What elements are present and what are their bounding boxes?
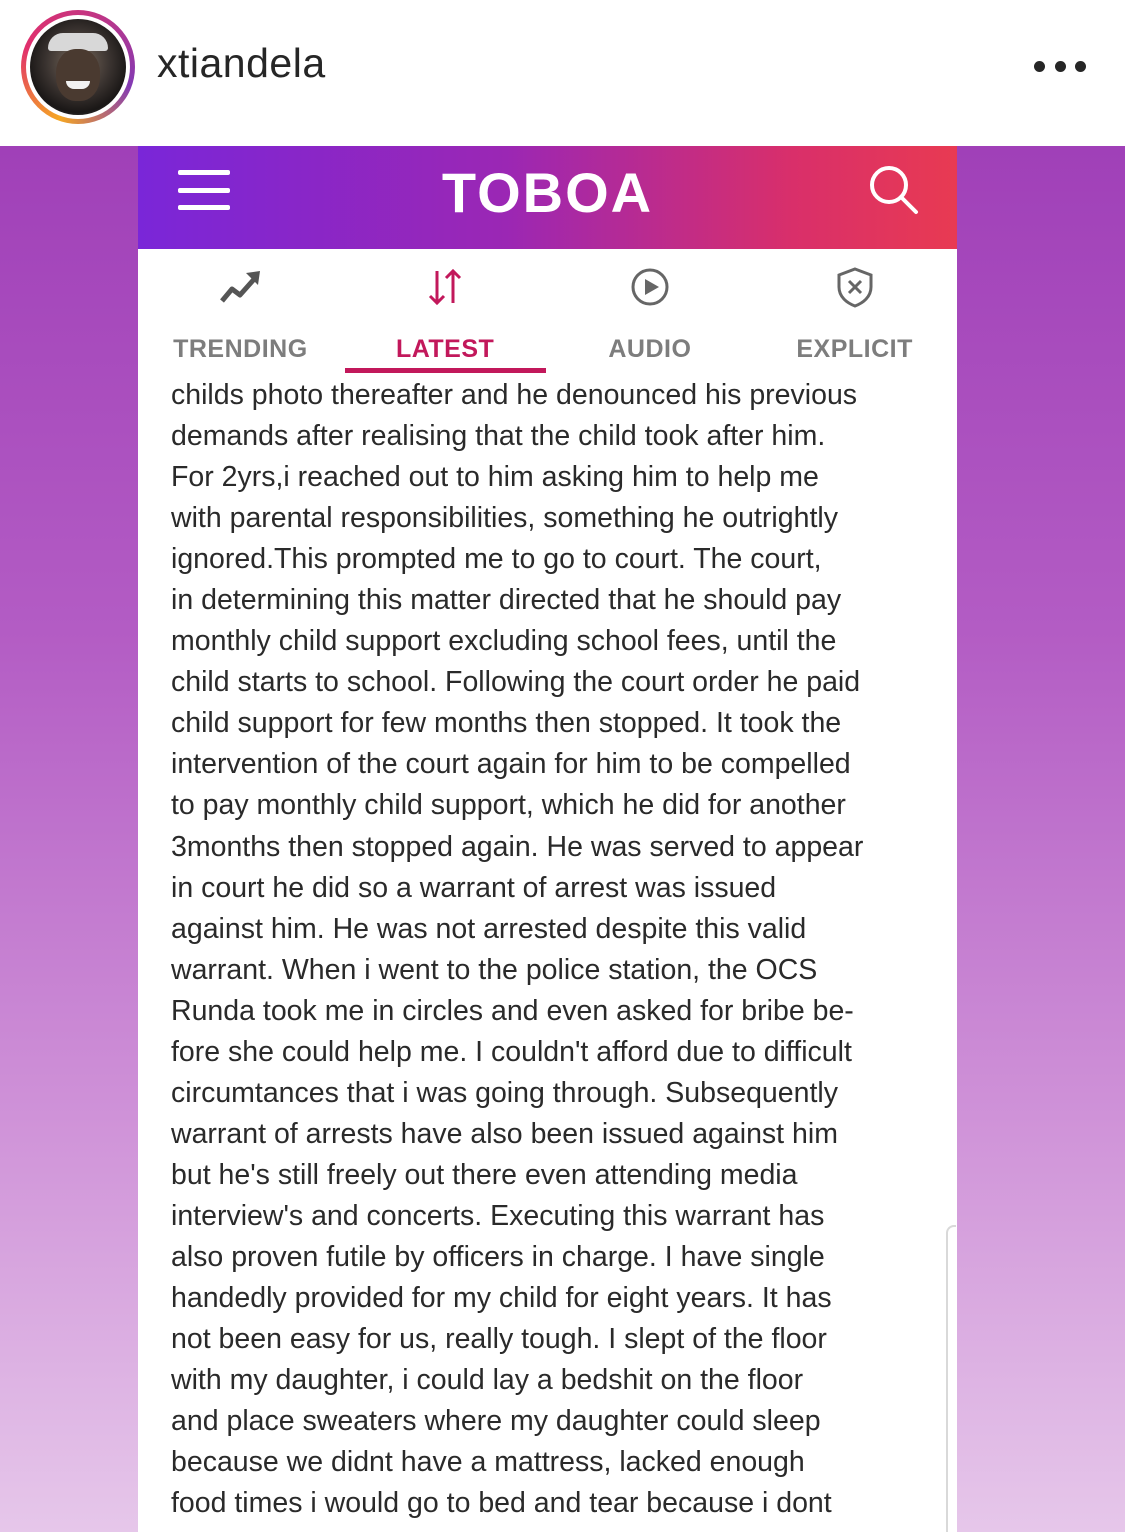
- search-icon[interactable]: [866, 162, 920, 216]
- tab-trending[interactable]: [138, 249, 343, 373]
- play-circle-icon: [628, 265, 672, 309]
- tab-audio[interactable]: [548, 249, 753, 373]
- article-line: also proven futile by officers in charge. I have single: [171, 1240, 825, 1273]
- article-line: in determining this matter directed that he should pay: [171, 584, 842, 617]
- shield-x-icon: [833, 265, 877, 309]
- article-content[interactable]: [138, 373, 957, 1532]
- article-line: 3months then stopped again. He was served to appear: [171, 830, 864, 863]
- article-line: with parental responsibilities, something he outrightly: [171, 502, 838, 535]
- tabs-bar: [138, 249, 957, 373]
- app-bar: [138, 146, 957, 249]
- tab-label: LATEST: [395, 335, 495, 363]
- tab-latest[interactable]: [343, 249, 548, 373]
- more-dots-icon[interactable]: [1034, 58, 1086, 74]
- article-line: childs photo thereafter and he denounced his previous: [171, 379, 858, 411]
- article-line: with my daughter, i could lay a bedshit on the floor: [171, 1364, 804, 1397]
- article-text: [171, 375, 941, 1524]
- article-line: ignored.This prompted me to go to court. The court,: [171, 543, 822, 576]
- dot: [1034, 61, 1045, 72]
- brand-logo[interactable]: TOBOA: [441, 161, 654, 224]
- article-line: to pay monthly child support, which he did for another: [171, 789, 846, 822]
- article-line: in court he did so a warrant of arrest was issued: [171, 871, 777, 904]
- tab-explicit[interactable]: [752, 249, 957, 373]
- story-ring[interactable]: [21, 10, 135, 124]
- article-line: child support for few months then stopped. It took the: [171, 707, 842, 740]
- article-line: demands after realising that the child took after him.: [171, 420, 826, 453]
- tab-label: AUDIO: [608, 335, 692, 363]
- dot: [1075, 61, 1086, 72]
- article-line: warrant of arrests have also been issued against him: [171, 1117, 838, 1150]
- article-line: circumtances that i was going through. Subsequently: [171, 1076, 838, 1109]
- sort-arrows-icon: [423, 265, 467, 309]
- scrollbar[interactable]: [946, 1225, 956, 1532]
- article-line: Runda took me in circles and even asked for bribe be-: [171, 994, 854, 1027]
- article-line: fore she could help me. I couldn't afford due to difficult: [171, 1035, 852, 1068]
- username[interactable]: xtiandela: [157, 40, 326, 86]
- article-line: because we didnt have a mattress, lacked enough: [171, 1446, 805, 1479]
- trending-icon: [218, 265, 262, 309]
- article-line: and place sweaters where my daughter could sleep: [171, 1405, 821, 1438]
- article-line: food times i would go to bed and tear because i dont: [171, 1487, 832, 1520]
- tab-label: EXPLICIT: [796, 335, 913, 363]
- tab-label: TRENDING: [173, 335, 308, 363]
- avatar-face: [56, 49, 100, 101]
- dot: [1055, 61, 1066, 72]
- article-line: child starts to school. Following the court order he paid: [171, 666, 861, 699]
- post-header: [0, 0, 1125, 146]
- article-line: against him. He was not arrested despite this valid: [171, 912, 807, 945]
- article-line: warrant. When i went to the police station, the OCS: [171, 953, 818, 986]
- avatar[interactable]: [30, 19, 126, 115]
- article-line: intervention of the court again for him to be compelled: [171, 748, 851, 781]
- article-line: For 2yrs,i reached out to him asking him to help me: [171, 461, 819, 494]
- article-line: monthly child support excluding school fees, until the: [171, 625, 837, 658]
- article-line: handedly provided for my child for eight years. It has: [171, 1282, 832, 1315]
- article-line: not been easy for us, really tough. I slept of the floor: [171, 1323, 827, 1356]
- article-line: interview's and concerts. Executing this warrant has: [171, 1199, 825, 1232]
- article-line: but he's still freely out there even attending media: [171, 1158, 798, 1191]
